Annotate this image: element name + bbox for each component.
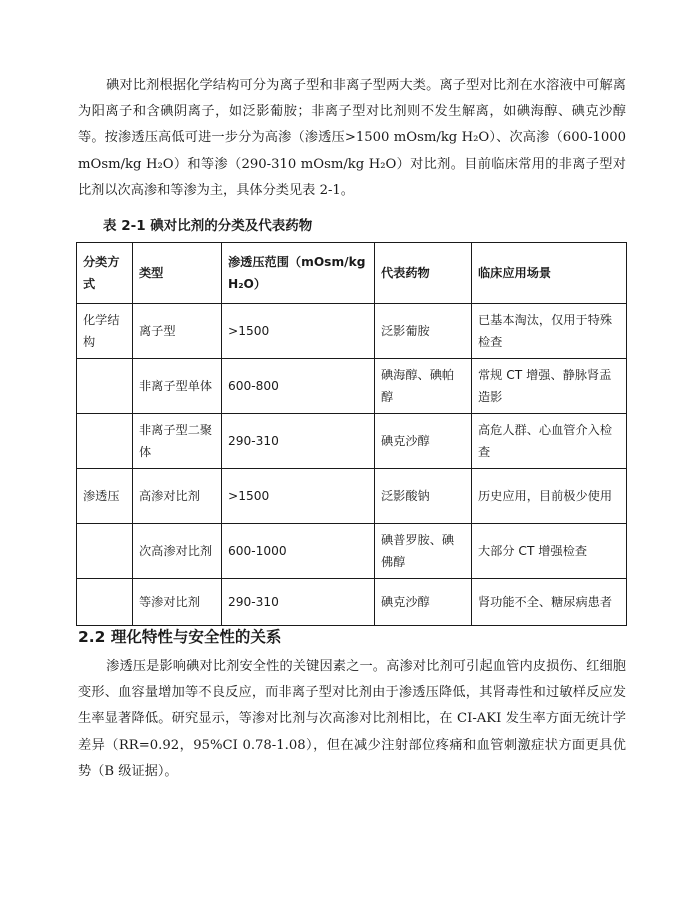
cell-clinical-use: 大部分 CT 增强检查 xyxy=(472,524,627,579)
intro-paragraph-text: 碘对比剂根据化学结构可分为离子型和非离子型两大类。离子型对比剂在水溶液中可解离为阳离子和含碘阴离子，如泛影葡胺；非离子型对比剂则不发生解离，如碘海醇、碘克沙醇等。按渗透压高低可进一步分为高渗（渗透压>1500 mOsm/kg H₂O）、次高渗（600-1000 mOsm/kg H₂O）和等渗（290-310 mOsm/kg H₂O）对比剂。目前临床常用的非离子型对比剂以次高渗和等渗为主，具体分类见表 2-1。 xyxy=(78,78,626,198)
cell-classification xyxy=(77,359,133,414)
cell-type: 非离子型二聚体 xyxy=(133,414,222,469)
table-row xyxy=(77,359,627,414)
cell-drugs: 碘克沙醇 xyxy=(375,579,472,626)
cell-classification: 渗透压 xyxy=(77,469,133,524)
table-row xyxy=(77,414,627,469)
cell-osmolality: 290-310 xyxy=(222,579,375,626)
cell-type: 等渗对比剂 xyxy=(133,579,222,626)
header-clinical-use: 临床应用场景 xyxy=(472,243,627,304)
cell-clinical-use: 常规 CT 增强、静脉肾盂造影 xyxy=(472,359,627,414)
section-heading: 2.2 理化特性与安全性的关系 xyxy=(78,628,282,646)
cell-classification xyxy=(77,579,133,626)
body-paragraph-text: 渗透压是影响碘对比剂安全性的关键因素之一。高渗对比剂可引起血管内皮损伤、红细胞变形、血容量增加等不良反应，而非离子型对比剂由于渗透压降低，其肾毒性和过敏样反应发生率显著降低。研究显示，等渗对比剂与次高渗对比剂相比，在 CI-AKI 发生率方面无统计学差异（RR=0.92，95%CI 0.78-1.08），但在减少注射部位疼痛和血管刺激症状方面更具优势（B 级证据）。 xyxy=(78,659,626,779)
cell-drugs: 碘普罗胺、碘佛醇 xyxy=(375,524,472,579)
cell-osmolality: >1500 xyxy=(222,304,375,359)
body-paragraph xyxy=(78,654,626,785)
header-osmolality-range: 渗透压范围（mOsm/kg H₂O） xyxy=(222,243,375,304)
table-row xyxy=(77,469,627,524)
cell-drugs: 碘克沙醇 xyxy=(375,414,472,469)
table-caption: 表 2-1 碘对比剂的分类及代表药物 xyxy=(103,218,313,234)
cell-drugs: 碘海醇、碘帕醇 xyxy=(375,359,472,414)
table-row xyxy=(77,524,627,579)
cell-classification xyxy=(77,414,133,469)
cell-classification xyxy=(77,524,133,579)
cell-drugs: 泛影酸钠 xyxy=(375,469,472,524)
cell-type: 高渗对比剂 xyxy=(133,469,222,524)
header-classification-method: 分类方式 xyxy=(77,243,133,304)
table-row xyxy=(77,579,627,626)
cell-clinical-use: 高危人群、心血管介入检查 xyxy=(472,414,627,469)
table-header-row xyxy=(77,243,627,304)
cell-type: 离子型 xyxy=(133,304,222,359)
header-type: 类型 xyxy=(133,243,222,304)
cell-osmolality: >1500 xyxy=(222,469,375,524)
cell-type: 非离子型单体 xyxy=(133,359,222,414)
cell-clinical-use: 肾功能不全、糖尿病患者 xyxy=(472,579,627,626)
header-representative-drugs: 代表药物 xyxy=(375,243,472,304)
cell-clinical-use: 已基本淘汰，仅用于特殊检查 xyxy=(472,304,627,359)
cell-osmolality: 290-310 xyxy=(222,414,375,469)
cell-osmolality: 600-1000 xyxy=(222,524,375,579)
cell-osmolality: 600-800 xyxy=(222,359,375,414)
cell-classification: 化学结构 xyxy=(77,304,133,359)
table-row xyxy=(77,304,627,359)
intro-paragraph xyxy=(78,73,626,204)
cell-type: 次高渗对比剂 xyxy=(133,524,222,579)
cell-clinical-use: 历史应用，目前极少使用 xyxy=(472,469,627,524)
cell-drugs: 泛影葡胺 xyxy=(375,304,472,359)
classification-table xyxy=(76,242,627,626)
